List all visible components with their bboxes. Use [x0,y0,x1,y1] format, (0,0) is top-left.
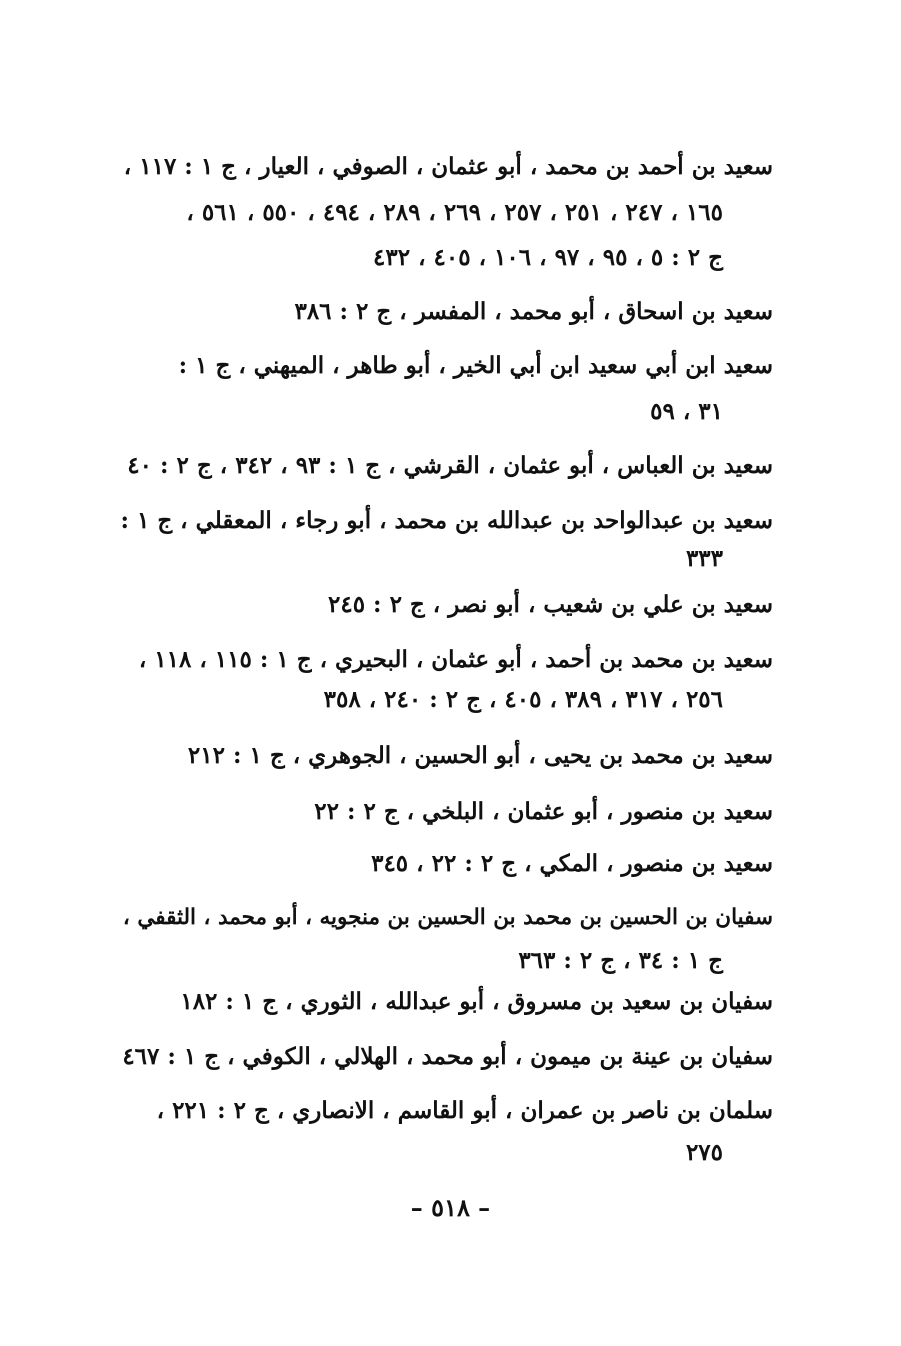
entry-line: سعيد بن منصور ، أبو عثمان ، البلخي ، ج ٢ : ٢٢ [314,798,773,825]
entry-line: ٢٧٥ [685,1139,723,1166]
page-number: – ٥١٨ – [410,1193,491,1222]
entry-line: سعيد بن عبدالواحد بن عبدالله بن محمد ، أبو رجاء ، المعقلي ، ج ١ : [120,507,773,534]
entry-line: ج ١ : ٣٤ ، ج ٢ : ٣٦٣ [518,947,723,974]
entry-line: سعيد بن اسحاق ، أبو محمد ، المفسر ، ج ٢ : ٣٨٦ [294,298,773,325]
entry-line: سفيان بن عينة بن ميمون ، أبو محمد ، الهلالي ، الكوفي ، ج ١ : ٤٦٧ [122,1043,773,1070]
entry-line: سلمان بن ناصر بن عمران ، أبو القاسم ، الانصاري ، ج ٢ : ٢٢١ ، [156,1097,773,1124]
entry-line: سعيد ابن أبي سعيد ابن أبي الخير ، أبو طاهر ، الميهني ، ج ١ : [178,352,773,379]
entry-line: ٣٣٣ [685,545,723,572]
entry-line: سفيان بن سعيد بن مسروق ، أبو عبدالله ، الثوري ، ج ١ : ١٨٢ [180,988,773,1015]
entry-line: سعيد بن منصور ، المكي ، ج ٢ : ٢٢ ، ٣٤٥ [371,850,773,877]
entry-line: سعيد بن محمد بن أحمد ، أبو عثمان ، البحيري ، ج ١ : ١١٥ ، ١١٨ ، [138,646,773,673]
entry-line: سفيان بن الحسين بن محمد بن الحسين بن منجويه ، أبو محمد ، الثقفي ، [122,905,773,930]
entry-line: سعيد بن علي بن شعيب ، أبو نصر ، ج ٢ : ٢٤٥ [327,591,773,618]
entry-line: سعيد بن محمد بن يحيى ، أبو الحسين ، الجوهري ، ج ١ : ٢١٢ [187,742,773,769]
entry-line: ١٦٥ ، ٢٤٧ ، ٢٥١ ، ٢٥٧ ، ٢٦٩ ، ٢٨٩ ، ٤٩٤ ، ٥٥٠ ، ٥٦١ ، [186,199,723,226]
entry-line: ٣١ ، ٥٩ [650,398,723,425]
entry-line: ج ٢ : ٥ ، ٩٥ ، ٩٧ ، ١٠٦ ، ٤٠٥ ، ٤٣٢ [373,244,723,271]
entry-line: سعيد بن العباس ، أبو عثمان ، القرشي ، ج ١ : ٩٣ ، ٣٤٢ ، ج ٢ : ٤٠ [127,452,773,479]
entry-line: ٢٥٦ ، ٣١٧ ، ٣٨٩ ، ٤٠٥ ، ج ٢ : ٢٤٠ ، ٣٥٨ [323,686,723,713]
entry-line: سعيد بن أحمد بن محمد ، أبو عثمان ، الصوفي ، العيار ، ج ١ : ١١٧ ، [123,153,773,180]
